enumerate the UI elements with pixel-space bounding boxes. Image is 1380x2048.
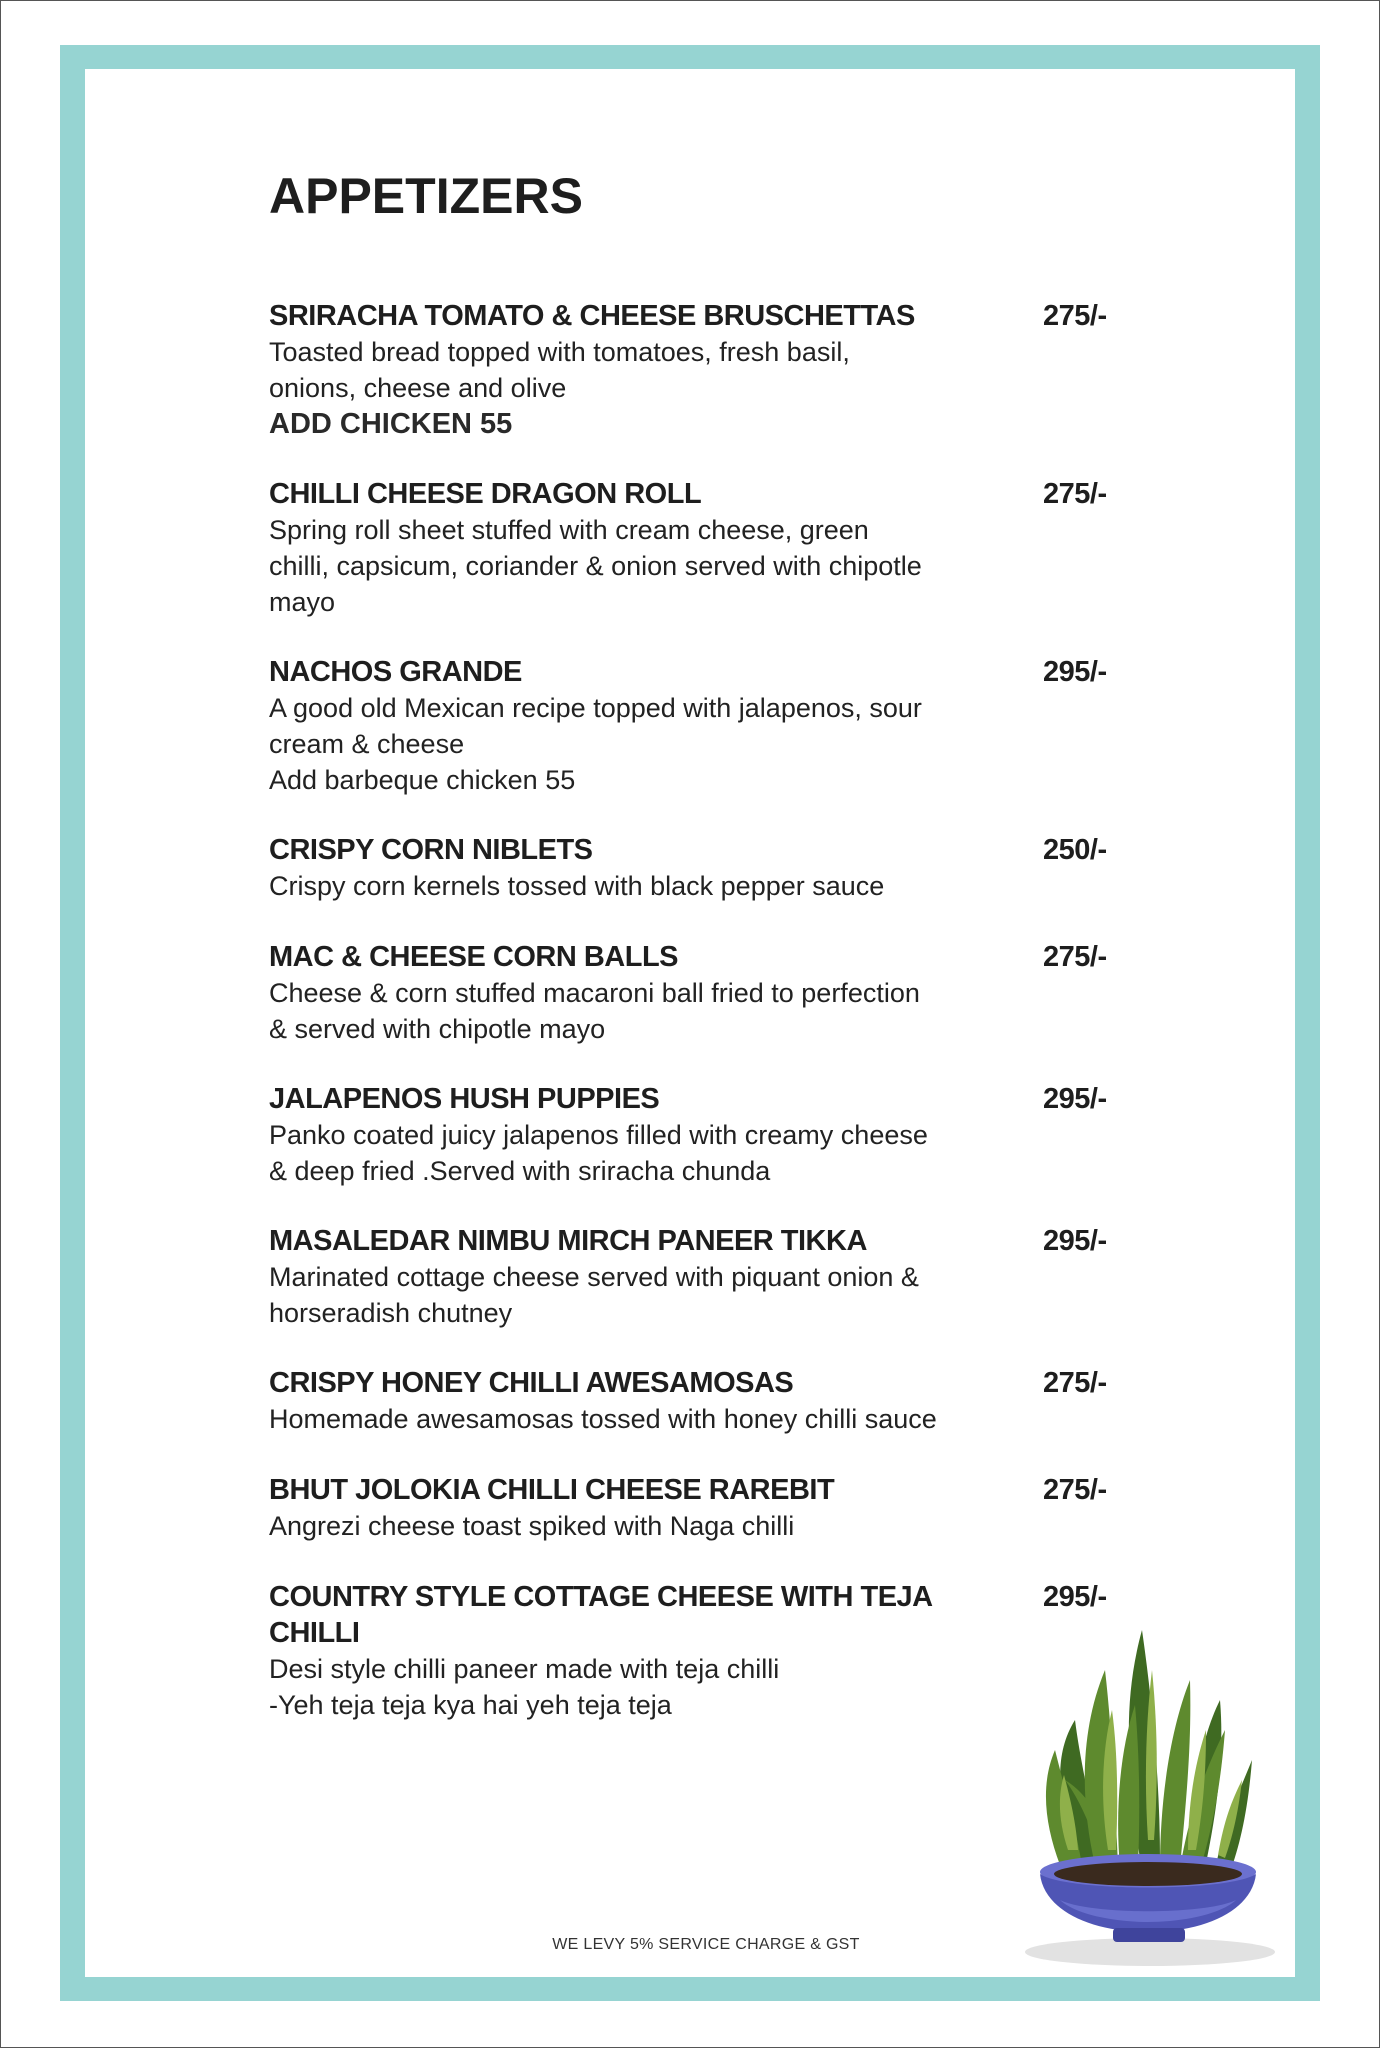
- item-description: Toasted bread topped with tomatoes, fresh basil, onions, cheese and olive: [269, 337, 850, 403]
- item-price: 275/-: [1043, 300, 1107, 332]
- item-description: Panko coated juicy jalapenos filled with creamy cheese & deep fried .Served with sriracha chunda: [269, 1120, 928, 1186]
- item-description: Desi style chilli paneer made with teja chilli -Yeh teja teja kya hai yeh teja teja: [269, 1654, 780, 1720]
- item-name: NACHOS GRANDE: [269, 656, 522, 688]
- item-price: 275/-: [1043, 478, 1107, 510]
- section-title: APPETIZERS: [269, 168, 583, 224]
- item-add-on: ADD CHICKEN 55: [269, 408, 513, 440]
- item-description: Marinated cottage cheese served with piquant onion & horseradish chutney: [269, 1262, 919, 1328]
- item-description: Cheese & corn stuffed macaroni ball fried to perfection & served with chipotle mayo: [269, 978, 920, 1044]
- item-price: 295/-: [1043, 1083, 1107, 1115]
- item-price: 250/-: [1043, 834, 1107, 866]
- potted-plant-icon: [1020, 1610, 1290, 1970]
- item-name: CRISPY HONEY CHILLI AWESAMOSAS: [269, 1367, 794, 1399]
- item-name: MASALEDAR NIMBU MIRCH PANEER TIKKA: [269, 1225, 867, 1257]
- item-price: 275/-: [1043, 941, 1107, 973]
- item-add-on: Add barbeque chicken 55: [269, 765, 576, 795]
- service-charge-note: WE LEVY 5% SERVICE CHARGE & GST: [552, 1936, 860, 1953]
- menu-item-rarebit: [269, 1472, 1119, 1544]
- menu-item-dragon-roll: [269, 476, 1119, 620]
- item-price: 275/-: [1043, 1367, 1107, 1399]
- item-name: CRISPY CORN NIBLETS: [269, 834, 593, 866]
- item-name: SRIRACHA TOMATO & CHEESE BRUSCHETTAS: [269, 300, 915, 332]
- item-name: COUNTRY STYLE COTTAGE CHEESE WITH TEJA CHILLI: [269, 1581, 932, 1649]
- menu-item-cottage-cheese: [269, 1579, 1119, 1723]
- item-description: Angrezi cheese toast spiked with Naga chilli: [269, 1511, 795, 1541]
- item-description: A good old Mexican recipe topped with jalapenos, sour cream & cheese: [269, 693, 922, 759]
- item-description: Spring roll sheet stuffed with cream cheese, green chilli, capsicum, coriander & onion served with chipotle mayo: [269, 515, 922, 617]
- item-price: 275/-: [1043, 1474, 1107, 1506]
- menu-item-paneer-tikka: [269, 1223, 1119, 1331]
- menu-item-corn-balls: [269, 939, 1119, 1047]
- item-description: Homemade awesamosas tossed with honey chilli sauce: [269, 1404, 937, 1434]
- item-name: MAC & CHEESE CORN BALLS: [269, 941, 679, 973]
- item-name: BHUT JOLOKIA CHILLI CHEESE RAREBIT: [269, 1474, 835, 1506]
- item-name: JALAPENOS HUSH PUPPIES: [269, 1083, 660, 1115]
- menu-item-hush-puppies: [269, 1081, 1119, 1189]
- menu-item-bruschettas: [269, 298, 1119, 442]
- menu-item-awesamosas: [269, 1365, 1119, 1437]
- menu-item-corn-niblets: [269, 832, 1119, 904]
- item-price: 295/-: [1043, 656, 1107, 688]
- menu-item-nachos: [269, 654, 1119, 798]
- item-name: CHILLI CHEESE DRAGON ROLL: [269, 478, 702, 510]
- item-description: Crispy corn kernels tossed with black pepper sauce: [269, 871, 885, 901]
- item-price: 295/-: [1043, 1581, 1107, 1613]
- item-price: 295/-: [1043, 1225, 1107, 1257]
